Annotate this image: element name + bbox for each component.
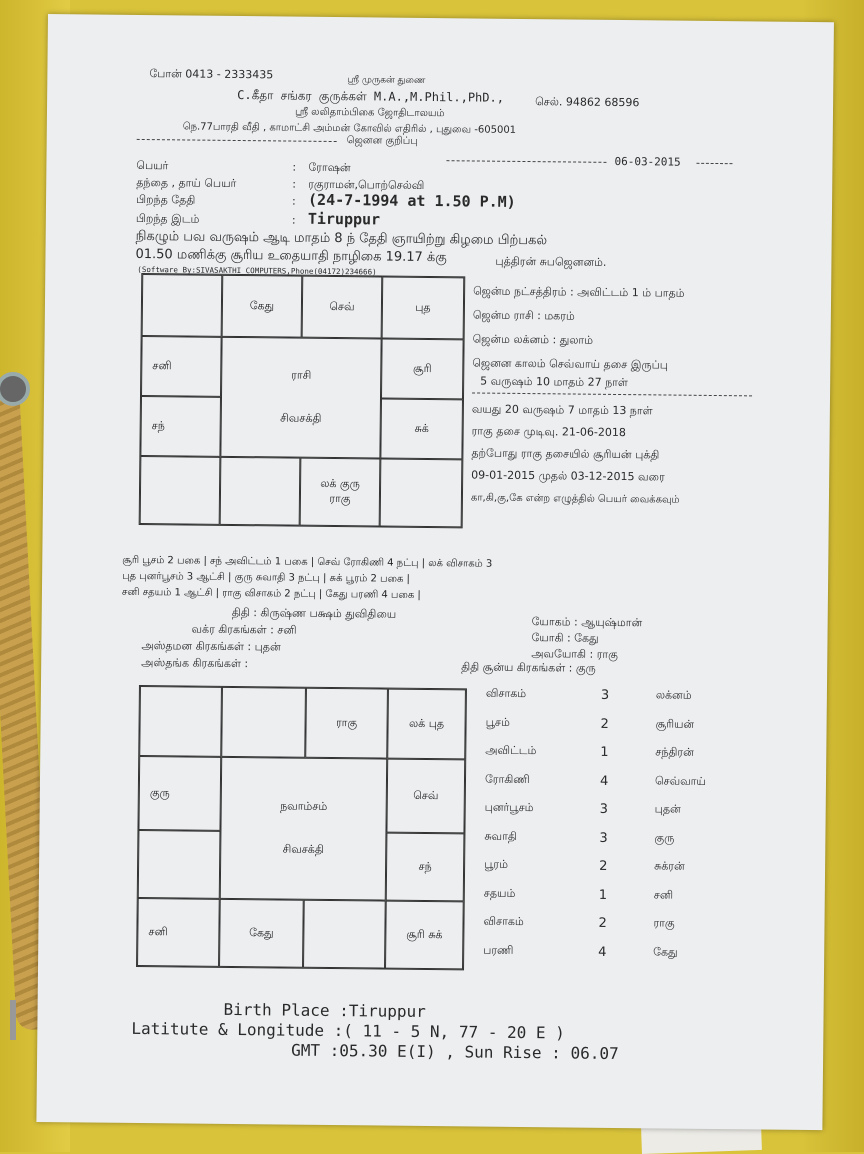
navamsa-pada: 2: [600, 716, 609, 732]
rasi-center: [220, 337, 381, 459]
pob-value: Tiruppur: [307, 209, 381, 229]
birth-statement-1: நிகழும் பவ வருஷம் ஆடி மாதம் 8 ந் தேதி ஞாயிற்று கிழமை பிற்பகல்: [135, 228, 548, 249]
rasi-cell: லக் குரு ராகு: [300, 458, 381, 527]
navamsa-pada: 3: [600, 687, 610, 703]
doc-date: 06-03-2015: [614, 154, 681, 169]
navamsa-planet: சந்திரன்: [655, 745, 694, 759]
navamsa-pada: 4: [598, 944, 607, 960]
navamsa-planet: சூரியன்: [655, 716, 695, 731]
invocation: ஸ்ரீ முருகன் துணை: [347, 75, 426, 86]
navamsa-pada: 1: [598, 887, 608, 903]
rasi-cell: [220, 457, 301, 526]
rasi-cell: புத: [382, 277, 465, 340]
parents-label: தந்தை , தாய் பெயர்: [136, 175, 237, 190]
navamsa-star: அவிட்டம்: [485, 743, 537, 758]
avayogi: அவயோகி : ராகு: [531, 647, 618, 662]
vakra-planets: வக்ர கிரகங்கள் : சனி: [191, 622, 297, 637]
horoscope-sheet: போன் 0413 - 2333435 ஸ்ரீ முருகன் துணை C.கீதா சங்கர குருக்கள் M.A.,M.Phil.,PhD., செல். 94862 68596 ஸ்ரீ லலிதாம்பிகை ஜோதிடாலயம் நெ.77பாரதி வீதி , காமாட்சி அம்மன் கோவில் எதிரில் , புதுவை -605001 ஜெனன குறிப்பு 06-03-2015 பெயர் : ரோஷன் தந்தை , தாய் பெயர் : ரகுராமன்,பொற்செல்வி பிறந்த தேதி : (24-7-1994 at 1.50 P.M) பிறந்த இடம் : Tiruppur நிகழும் பவ வருஷம் ஆடி மாதம் 8 ந் தேதி ஞாயிற்று கிழமை பிற்பகல் 01.50 மணிக்கு சூரிய உதையாதி நாழிகை 19.17 க்கு புத்திரன் சுபஜெனனம். (Software By:SIVASAKTHI COMPUTERS,Phone(04172)234666) கேது செவ் புத சனி ராசி சிவசக்தி சூரி சந் சுக் லக் குரு ராகு ஜென்ம நட்சத்திரம் : அவிட்டம் 1 ம் பாதம் ஜென்ம ராசி : மகரம் ஜென்ம லக்னம் : துலாம் ஜெனன காலம் செவ்வாய் தசை இருப்பு 5 வருஷம் 10 மாதம் 27 நாள் வயது 20 வருஷம் 7 மாதம் 13 நாள் ராகு தசை முடிவு. 21-06-2018 தற்போது ராகு தசையில் சூரியன் புக்தி 09-01-2015 முதல் 03-12-2015 வரை கா,கி,கு,கே என்ற எழுத்தில் பெயர் வைக்கவும் சூரி பூசம் 2 பகை | சந் அவிட்டம் 1 பகை | செவ் ரோகிணி 4 நட்பு | லக் விசாகம் 3 புத புனர்பூசம் 3 ஆட்சி | குரு சுவாதி 3 நட்பு | சுக் பூரம் 2 பகை | சனி சதயம் 1 ஆட்சி | ராகு விசாகம் 2 நட்பு | கேது பரணி 4 பகை | திதி : கிருஷ்ண பக்ஷம் துவிதியை யோகம் : ஆயுஷ்மான் யோகி : கேது வக்ர கிரகங்கள் : சனி அவயோகி : ராகு அஸ்தமன கிரகங்கள் : புதன் அஸ்தங்க கிரகங்கள் : திதி சூன்ய கிரகங்கள் : குரு ராகு லக் புத குரு நவாம்சம் சிவசக்தி செவ் சந் சனி கேது சூரி சுக் விசாகம் 3 லக்னம் பூசம் 2 சூரியன் அவிட்டம் 1 சந்திரன் ரோகிணி 4 செவ்வாய் புனர்பூசம் 3 புதன் சுவாதி 3 குரு பூரம் 2 சுக்ரன் சதயம் 1 சனி விசாகம் 2 ராகு பரணி 4 கேது Birth Place :Tiruppur Latitute & Longitude :( 11 - 5 N, 77 - 20 E ) GMT :05.30 E(I) , Sun Rise : 06.07: [36, 14, 834, 1130]
dob-value: (24-7-1994 at 1.50 P.M): [307, 190, 516, 211]
navamsa-pada: 1: [600, 744, 609, 760]
lat-long-footer: Latitute & Longitude :( 11 - 5 N, 77 - 20 E ): [131, 1018, 565, 1043]
rasi-cell: [140, 456, 221, 525]
navamsa-cell: செவ்: [386, 759, 465, 834]
center-name: ஸ்ரீ லலிதாம்பிகை ஜோதிடாலயம்: [294, 106, 445, 120]
navamsa-pada: 3: [599, 801, 609, 817]
dasa-balance-label: ஜெனன காலம் செவ்வாய் தசை இருப்பு: [472, 356, 669, 372]
navamsa-cell: [221, 687, 306, 758]
gmt-sunrise-footer: GMT :05.30 E(I) , Sun Rise : 06.07: [291, 1040, 619, 1064]
navamsa-pada: 3: [599, 830, 608, 846]
janma-rasi: ஜென்ம ராசி : மகரம்: [472, 308, 575, 323]
navamsa-star: விசாகம்: [483, 914, 524, 929]
name-value: ரோஷன்: [308, 160, 351, 175]
cord-tip: [10, 1000, 16, 1040]
divider: [472, 392, 752, 396]
dasa-balance-value: 5 வருஷம் 10 மாதம் 27 நாள்: [480, 374, 628, 390]
navamsa-star: சதயம்: [483, 886, 516, 900]
birth-place-footer: Birth Place :Tiruppur: [223, 999, 426, 1022]
navamsa-star: புனர்பூசம்: [484, 800, 534, 815]
divider: [446, 160, 606, 163]
current-bhukti: தற்போது ராகு தசையில் சூரியன் புக்தி: [471, 446, 660, 462]
rasi-cell: சனி: [141, 336, 222, 397]
software-credit: (Software By:SIVASAKTHI COMPUTERS,Phone(04172)234666): [137, 264, 377, 277]
navamsa-cell: சூரி சுக்: [385, 901, 464, 970]
rasi-cell: [142, 274, 223, 337]
navamsa-cell: லக் புத: [387, 689, 466, 760]
navamsa-center: [220, 757, 387, 901]
rasi-cell: [380, 459, 463, 528]
navamsa-cell: [139, 686, 222, 757]
navamsa-cell: சனி: [137, 898, 220, 967]
name-letters: கா,கி,கு,கே என்ற எழுத்தில் பெயர் வைக்கவும்: [470, 492, 680, 506]
navamsa-cell: ராகு: [305, 688, 388, 759]
rasi-cell: சுக்: [380, 399, 463, 460]
navamsa-cell: [138, 830, 221, 899]
pob-label: பிறந்த இடம்: [135, 211, 200, 226]
rasi-cell: செவ்: [302, 276, 383, 339]
navamsa-planet: குரு: [654, 830, 675, 845]
navamsa-star: பூசம்: [485, 715, 510, 729]
dob-label: பிறந்த தேதி: [135, 192, 196, 207]
rasi-cell: கேது: [222, 275, 303, 338]
navamsa-planet: சனி: [653, 887, 674, 902]
navamsa-cell: [303, 900, 386, 969]
address: நெ.77பாரதி வீதி , காமாட்சி அம்மன் கோவில் எதிரில் , புதுவை -605001: [182, 121, 517, 136]
phone-number: போன் 0413 - 2333435: [149, 67, 274, 82]
navamsa-planet: செவ்வாய்: [654, 773, 706, 788]
yogi: யோகி : கேது: [531, 631, 599, 645]
planet-row: புத புனர்பூசம் 3 ஆட்சி | குரு சுவாதி 3 நட்பு | சுக் பூரம் 2 பகை |: [122, 570, 410, 585]
navamsa-pada: 2: [599, 858, 608, 874]
rasi-title: ராசி: [291, 368, 312, 382]
navamsa-cell: கேது: [219, 899, 304, 968]
navamsa-chart: [136, 685, 467, 970]
navamsa-cell: குரு: [138, 756, 221, 831]
rasi-cell: சூரி: [381, 339, 464, 400]
name-label: பெயர்: [136, 158, 169, 173]
janma-lagnam: ஜென்ம லக்னம் : துலாம்: [472, 332, 594, 347]
thithi-soonya-planets: திதி சூன்ய கிரகங்கள் : குரு: [461, 660, 596, 675]
rasi-subtitle: சிவசக்தி: [280, 411, 322, 425]
asthanga-planets: அஸ்தங்க கிரகங்கள் :: [141, 656, 249, 671]
navamsa-star: சுவாதி: [484, 829, 517, 843]
thithi: திதி : கிருஷ்ண பக்ஷம் துவிதியை: [231, 605, 397, 621]
navamsa-planet: புதன்: [654, 802, 681, 816]
planet-row: சூரி பூசம் 2 பகை | சந் அவிட்டம் 1 பகை | செவ் ரோகிணி 4 நட்பு | லக் விசாகம் 3: [122, 554, 493, 570]
navamsa-title: நவாம்சம்: [280, 799, 328, 813]
navamsa-cell: சந்: [386, 833, 465, 902]
astrologer-name: C.கீதா சங்கர குருக்கள் M.A.,M.Phil.,PhD.,: [237, 87, 505, 105]
navamsa-pada: 2: [598, 915, 607, 931]
cell-number: செல். 94862 68596: [535, 95, 640, 110]
navamsa-planet: சுக்ரன்: [654, 859, 685, 873]
parents-value: ரகுராமன்,பொற்செல்வி: [308, 177, 425, 192]
janma-nakshatra: ஜென்ம நட்சத்திரம் : அவிட்டம் 1 ம் பாதம்: [473, 284, 685, 300]
yogam: யோகம் : ஆயுஷ்மான்: [531, 615, 643, 630]
divider: [696, 163, 732, 164]
doc-title: ஜெனன குறிப்பு: [346, 135, 418, 147]
planet-row: சனி சதயம் 1 ஆட்சி | ராகு விசாகம் 2 நட்பு | கேது பரணி 4 பகை |: [121, 586, 421, 601]
navamsa-star: பூரம்: [484, 857, 509, 871]
birth-statement-tail: புத்திரன் சுபஜெனனம்.: [495, 254, 607, 269]
navamsa-subtitle: சிவசக்தி: [282, 842, 324, 856]
navamsa-planet: லக்னம்: [655, 688, 692, 702]
navamsa-star: ரோகிணி: [484, 772, 530, 786]
dasa-end: ராகு தசை முடிவு. 21-06-2018: [471, 424, 626, 440]
bhukti-period: 09-01-2015 முதல் 03-12-2015 வரை: [471, 468, 665, 484]
navamsa-pada: 4: [599, 773, 609, 789]
navamsa-planet: ராகு: [653, 916, 675, 930]
age: வயது 20 வருஷம் 7 மாதம் 13 நாள்: [471, 402, 653, 418]
rasi-chart: [139, 273, 466, 528]
navamsa-star: விசாகம்: [485, 686, 527, 701]
divider: [137, 139, 337, 142]
asthamana-planets: அஸ்தமன கிரகங்கள் : புதன்: [141, 639, 281, 654]
rasi-cell: சந்: [140, 396, 221, 457]
navamsa-planet: கேது: [653, 944, 678, 959]
navamsa-star: பரணி: [483, 943, 514, 957]
birth-statement-2: 01.50 மணிக்கு சூரிய உதையாதி நாழிகை 19.17 க்கு: [135, 246, 447, 266]
